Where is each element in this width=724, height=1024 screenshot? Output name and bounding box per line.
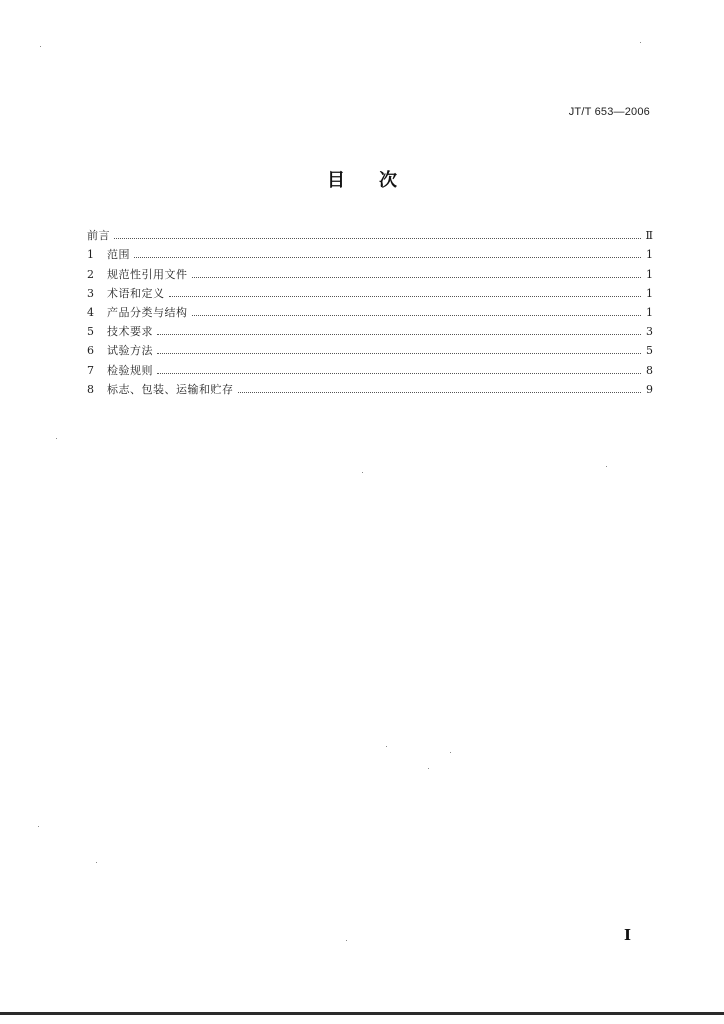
toc-entry-7[interactable] [87,357,653,376]
toc-leader-dots [134,257,641,258]
toc-entry-label: 术语和定义 [107,286,165,300]
toc-entry-label: 技术要求 [107,325,153,339]
toc-entry-number: 3 [87,286,94,300]
scan-speck [56,438,57,439]
toc-entry-number: 5 [87,325,94,339]
table-of-contents [87,223,653,396]
toc-entry-1[interactable] [87,242,653,261]
scan-speck [386,746,387,747]
toc-leader-dots [157,373,641,374]
toc-entry-label: 前言 [87,229,110,243]
toc-entry-page: 1 [646,305,653,319]
scan-speck [606,466,607,467]
toc-entry-page: 1 [646,267,653,281]
toc-entry-number: 6 [87,344,94,358]
toc-entry-page: 3 [646,325,653,339]
toc-entry-page: 9 [646,382,653,396]
toc-entry-5[interactable] [87,319,653,338]
toc-entry-page: 1 [646,248,653,262]
toc-entry-label: 标志、包装、运输和贮存 [107,382,234,396]
page-number: I [624,926,632,944]
toc-leader-dots [169,296,642,297]
scan-speck [38,826,39,827]
toc-entry-number: 4 [87,305,94,319]
toc-entry-page: Ⅱ [645,229,653,243]
scan-speck [640,42,641,43]
scan-speck [40,46,41,47]
toc-entry-8[interactable] [87,377,653,396]
scan-speck [346,940,347,941]
toc-entry-6[interactable] [87,338,653,357]
page-title: 目次 [327,170,431,191]
toc-entry-foreword[interactable] [87,223,653,242]
scan-speck [96,862,97,863]
toc-entry-2[interactable] [87,261,653,280]
toc-entry-number: 1 [87,248,94,262]
toc-entry-label: 规范性引用文件 [107,267,188,281]
toc-entry-number: 7 [87,363,94,377]
toc-leader-dots [238,392,642,393]
toc-entry-label: 试验方法 [107,344,153,358]
toc-entry-label: 范围 [107,248,130,262]
toc-leader-dots [157,353,641,354]
toc-entry-3[interactable] [87,281,653,300]
toc-leader-dots [114,238,641,239]
scan-speck [450,752,451,753]
toc-entry-number: 8 [87,382,94,396]
toc-entry-page: 5 [646,344,653,358]
toc-entry-page: 1 [646,286,653,300]
toc-entry-label: 检验规则 [107,363,153,377]
scan-speck [428,768,429,769]
standard-code: JT/T 653—2006 [568,106,650,118]
toc-leader-dots [192,315,642,316]
toc-leader-dots [157,334,641,335]
toc-entry-4[interactable] [87,300,653,319]
toc-entry-label: 产品分类与结构 [107,305,188,319]
scan-speck [362,472,363,473]
toc-entry-number: 2 [87,267,94,281]
toc-entry-page: 8 [646,363,653,377]
toc-leader-dots [192,277,642,278]
scan-edge-line [0,1012,724,1015]
